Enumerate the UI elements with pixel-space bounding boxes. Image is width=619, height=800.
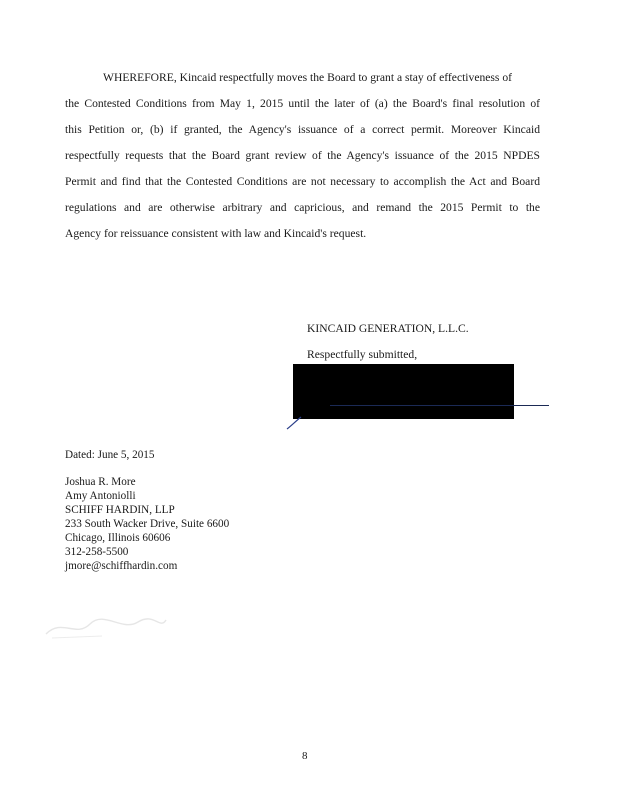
counsel-name-1: Joshua R. More (65, 476, 136, 488)
closing-phrase: Respectfully submitted, (307, 348, 418, 361)
faint-scan-mark (42, 612, 170, 642)
dated-line: Dated: June 5, 2015 (65, 449, 155, 461)
paragraph-line-4: respectfully requests that the Board grant review of the Agency's issuance of the 2015 NPDES (65, 150, 540, 162)
firm-city: Chicago, Illinois 60606 (65, 532, 171, 544)
page-number: 8 (302, 750, 308, 762)
firm-street: 233 South Wacker Drive, Suite 6600 (65, 518, 230, 530)
paragraph-line-7: Agency for reissuance consistent with law and Kincaid's request. (65, 227, 367, 240)
signature-line (330, 405, 549, 406)
firm-email: jmore@schiffhardin.com (65, 560, 178, 572)
signatory-company: KINCAID GENERATION, L.L.C. (307, 322, 469, 335)
paragraph-line-3: this Petition or, (b) if granted, the Agency's issuance of a correct permit. Moreover Kincaid (65, 124, 540, 136)
paragraph-line-6: regulations and are otherwise arbitrary and capricious, and remand the 2015 Permit to the (65, 202, 540, 214)
counsel-name-2: Amy Antoniolli (65, 490, 136, 502)
paragraph-line-2: the Contested Conditions from May 1, 2015 until the later of (a) the Board's final resolution of (65, 98, 540, 110)
redacted-signature (293, 364, 514, 419)
paragraph-line-1: WHEREFORE, Kincaid respectfully moves the Board to grant a stay of effectiveness of (103, 71, 512, 84)
firm-phone: 312-258-5500 (65, 546, 129, 558)
firm-name: SCHIFF HARDIN, LLP (65, 504, 175, 516)
signature-stroke-mark (286, 416, 302, 430)
paragraph-line-5: Permit and find that the Contested Conditions are not necessary to accomplish the Act and Board (65, 176, 540, 188)
